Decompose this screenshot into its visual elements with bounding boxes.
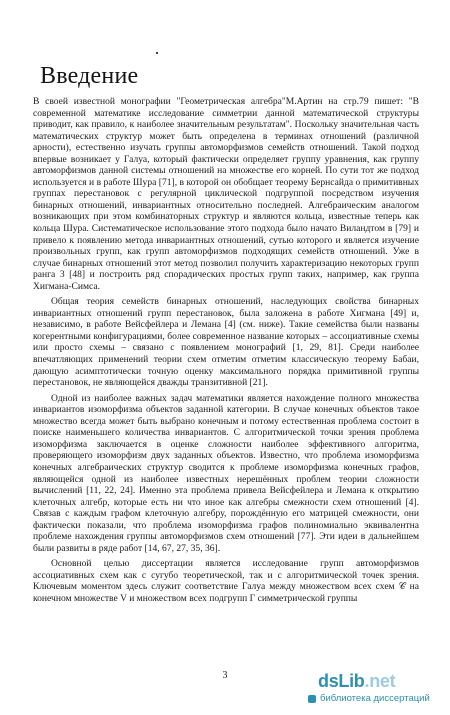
body-text — [33, 96, 419, 605]
paragraph-coherent-configurations: Общая теория семейств бинарных отношений, наследующих свойства бинарных инвариантных отношений групп перестановок, была заложена в работе Хигмана [49] и, независимо, в работе Вейсфейлера и Лемана [4] (см. ниже). Такие семейства были названы когерентными конфигурациями, более современное название которых – ассоциативные схемы или просто схемы – связано с появлением монографий [1, 29, 81]. Среди наиболее впечатляющих применений теории схем отметим отметим классическую теорему Бабаи, дающую асимптотически точную оценку максимального порядка примитивной группы перестановок, не являющейся дважды транзитивной [21]. — [33, 296, 419, 389]
paragraph-isomorphism-problem: Одной из наиболее важных задач математики является нахождение полного множества инвариантов изоморфизма объектов заданной категории. В случае конечных объектов такое множество всегда может быть выбрано конечным и потому естественная проблема состоит в поиске наименьшего количества инвариантов. С алгоритмической точки зрения проблема изоморфизма заключается в оценке сложности наиболее эффективного алгоритма, проверяющего изоморфизм двух заданных объектов. Известно, что проблема изоморфизма конечных алгебраических структур сводится к проблеме изоморфизма конечных графов, являющейся одной из наиболее известных нерешённых проблем теории сложности вычислений [11, 22, 24]. Именно эта проблема привела Вейсфейлера и Лемана к открытию клеточных алгебр, которые есть ни что иное как алгебры смежности схем отношений [4]. Связав с каждым графом клеточную алгебру, порождённую его матрицей смежности, они фактически показали, что проблема изоморфизма графов полиномиально эквивалентна проблеме нахождения группы автоморфизмов схем отношений [77]. Эти идеи в дальнейшем были развиты в ряде работ [14, 67, 27, 35, 36]. — [33, 392, 419, 554]
dslib-mark-icon — [308, 695, 316, 703]
dslib-subtitle: библиотека диссертаций — [320, 693, 430, 704]
dslib-logo-suffix: .net — [364, 671, 396, 691]
dslib-logo — [318, 671, 395, 692]
dslib-watermark[interactable] — [318, 671, 438, 707]
page-heading: Введение — [40, 63, 139, 89]
speck-mark — [156, 52, 158, 54]
page-number: 3 — [222, 670, 228, 681]
dslib-logo-name: dsLib — [318, 671, 365, 691]
paragraph-intro: В своей известной монографии "Геометрическая алгебра"М.Артин на стр.79 пишет: "В современной математике исследование симметрии данной математической структуры приводит, как правило, к наиболее значительным результатам". Поскольку значительная часть математических структур может быть определена в терминах отношений (различной арности), естественно изучать группы автоморфизмов семейств отношений. Такой подход впервые возникает у Галуа, который фактически определяет группу уравнения, как группу автоморфизмов данной системы отношений на множестве его корней. По сути тот же подход используется и в работе Шура [71], в которой он обобщает теорему Бернсайда о примитивных группах перестановок с регулярной циклической подгруппой посредством изучения бинарных отношений, инвариантных относительно последней. Алгебраическим аналогом возникающих при этом комбинаторных структур и являются кольца, известные теперь как кольца Шура. Систематическое использование этого подхода было начато Виландтом в [79] и привело к появлению метода инвариантных отношений, сутью которого и является изучение произвольных групп, как групп автоморфизмов подходящих семейств отношений. Уже в случае бинарных отношений этот метод позволил получить характеризацию некоторых групп ранга 3 [48] и построить ряд спорадических простых групп таких, например, как группа Хигмана-Симса. — [33, 96, 419, 292]
paragraph-dissertation-goal: Основной целью диссертации является исследование групп автоморфизмов ассоциативных схем как с сугубо теоретической, так и с алгоритмической точек зрения. Ключевым моментом здесь служит соответствие Галуа между множеством всех схем 𝒞 на конечном множестве V и множеством всех подгрупп Γ симметрической группы — [33, 558, 419, 604]
